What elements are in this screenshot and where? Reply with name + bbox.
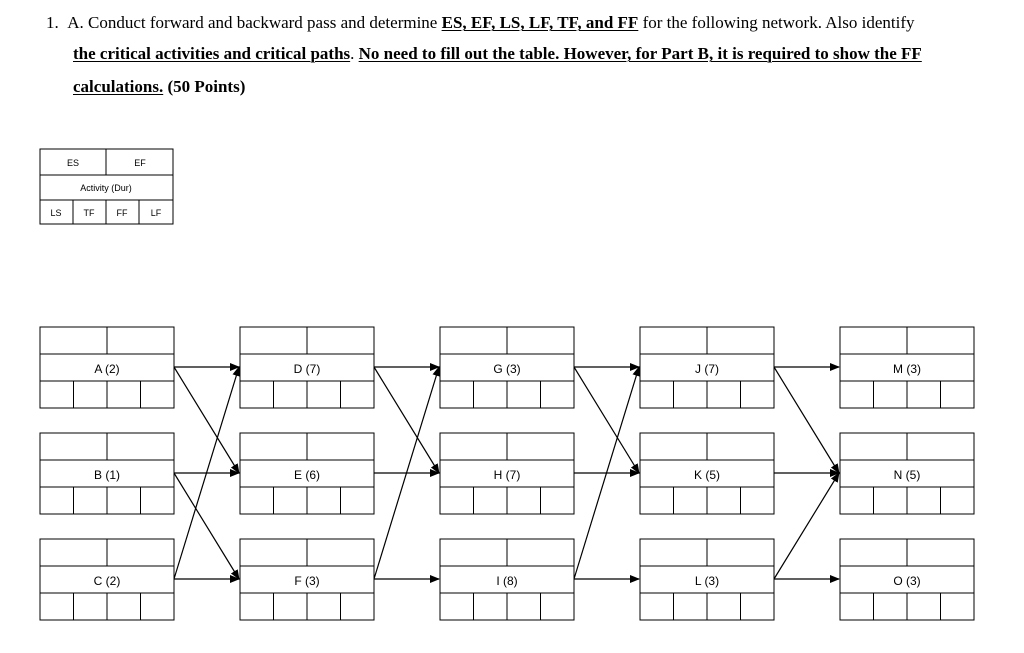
activity-label-c: C (2) (93, 574, 121, 588)
question-calculations: calculations. (73, 77, 164, 96)
activity-label-j: J (7) (695, 362, 719, 376)
question-terms: ES, EF, LS, LF, TF, and FF (441, 13, 639, 32)
edge-l-n (774, 473, 839, 579)
activity-node-c (40, 539, 174, 620)
activity-node-j (640, 327, 774, 408)
edge-d-h (374, 367, 439, 473)
legend-lf: LF (150, 208, 162, 218)
activity-node-d (240, 327, 374, 408)
question-separator: . (350, 44, 359, 63)
activity-label-o: O (3) (893, 574, 921, 588)
activity-node-e (240, 433, 374, 514)
legend-activity: Activity (Dur) (80, 183, 132, 193)
question-prefix: A. Conduct forward and backward pass and determine (67, 13, 442, 32)
activity-node-i (440, 539, 574, 620)
activity-label-n: N (5) (893, 468, 921, 482)
legend-ff: FF (116, 208, 128, 218)
activity-label-b: B (1) (93, 468, 121, 482)
activity-label-e: E (6) (293, 468, 321, 482)
activity-label-k: K (5) (693, 468, 721, 482)
activity-node-l (640, 539, 774, 620)
activity-label-m: M (3) (893, 362, 921, 376)
activity-node-o (840, 539, 974, 620)
edge-j-n (774, 367, 839, 473)
legend-ef: EF (134, 158, 146, 168)
activity-node-a (40, 327, 174, 408)
question-suffix: for the following network. Also identify (638, 13, 915, 32)
legend-ls: LS (50, 208, 62, 218)
question-points: (50 Points) (163, 77, 246, 96)
edge-g-k (574, 367, 639, 473)
activity-label-h: H (7) (493, 468, 521, 482)
activity-node-k (640, 433, 774, 514)
question-instructions: No need to fill out the table. However, for Part B, it is required to show the FF (358, 44, 922, 63)
activity-node-b (40, 433, 174, 514)
activity-label-f: F (3) (294, 574, 320, 588)
legend-es: ES (66, 158, 80, 168)
activity-node-g (440, 327, 574, 408)
question-critical: the critical activities and critical paths (73, 44, 351, 63)
activity-label-i: I (8) (496, 574, 518, 588)
edge-a-e (174, 367, 239, 473)
activity-node-h (440, 433, 574, 514)
activity-label-d: D (7) (293, 362, 321, 376)
activity-label-a: A (2) (94, 362, 120, 376)
edge-b-f (174, 473, 239, 579)
legend-tf: TF (83, 208, 95, 218)
activity-node-f (240, 539, 374, 620)
activity-node-m (840, 327, 974, 408)
question-number: 1. (46, 13, 59, 32)
activity-node-n (840, 433, 974, 514)
activity-label-g: G (3) (493, 362, 521, 376)
activity-label-l: L (3) (694, 574, 720, 588)
